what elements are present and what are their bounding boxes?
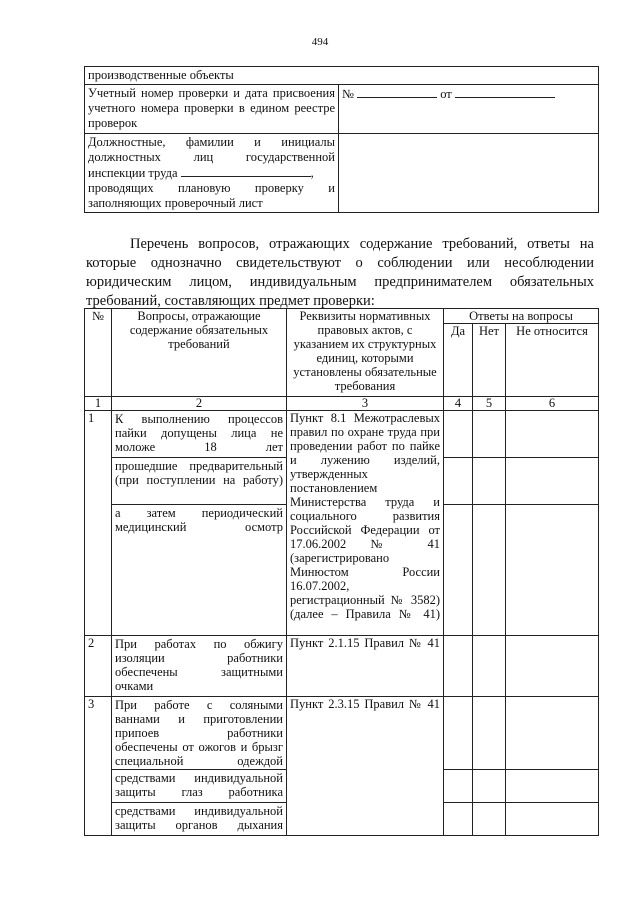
inspectors-label	[85, 134, 339, 213]
requisite-text: Пункт 2.3.15 Правил № 41	[287, 697, 444, 836]
header-na: Не относится	[506, 324, 599, 397]
table-row	[85, 636, 599, 697]
column-number: 6	[506, 397, 599, 411]
question-text: При работах по обжигу изоляции работники обеспечены защитными очками	[112, 636, 287, 697]
registration-number-label: Учетный номер проверки и дата присвоения учетного номера проверки в едином реестре проверок	[85, 85, 339, 134]
row-number: 3	[85, 697, 112, 836]
answer-na-cell[interactable]	[506, 697, 599, 770]
answer-no-cell[interactable]	[473, 803, 506, 836]
answer-no-cell[interactable]	[473, 697, 506, 770]
answer-yes-cell[interactable]	[444, 505, 473, 636]
requisite-text: Пункт 2.1.15 Правил № 41	[287, 636, 444, 697]
answer-yes-cell[interactable]	[444, 458, 473, 505]
date-from-label: от	[440, 87, 452, 101]
question-text: средствами индивидуальной защиты органов дыхания	[112, 803, 287, 836]
answer-na-cell[interactable]	[506, 636, 599, 697]
production-objects-cell: производственные объекты	[85, 67, 599, 85]
column-number: 1	[85, 397, 112, 411]
inspectors-line: проводящих плановую проверку и	[88, 181, 335, 195]
table-row	[85, 85, 599, 134]
answer-na-cell[interactable]	[506, 505, 599, 636]
answer-yes-cell[interactable]	[444, 636, 473, 697]
answer-yes-cell[interactable]	[444, 697, 473, 770]
answer-no-cell[interactable]	[473, 770, 506, 803]
answer-na-cell[interactable]	[506, 770, 599, 803]
inspection-info-table	[84, 66, 599, 213]
inspectors-line: Должностные, фамилии и инициалы	[88, 135, 335, 149]
answer-na-cell[interactable]	[506, 803, 599, 836]
question-text: средствами индивидуальной защиты глаз работника	[112, 770, 287, 803]
column-number: 4	[444, 397, 473, 411]
header-requisites: Реквизиты нормативных правовых актов, с указанием их структурных единиц, которыми установлены обязательные требования	[287, 309, 444, 397]
answer-no-cell[interactable]	[473, 505, 506, 636]
column-number: 5	[473, 397, 506, 411]
requisite-text: Пункт 8.1 Межотраслевых правил по охране труда при проведении работ по пайке и лужению изделий, утвержденных постановлением Министерства труда и социального развития Российской Федерации от 17.06.2002 № 41 (зарегистрировано Минюстом России 16.07.2002, регистрационный № 3582) (далее – Правила № 41)	[287, 411, 444, 636]
answer-na-cell[interactable]	[506, 458, 599, 505]
table-row	[85, 411, 599, 458]
inspectors-line: должностных лиц государственной	[88, 150, 335, 164]
inspectors-field[interactable]	[339, 134, 599, 213]
inspectors-line: заполняющих проверочный лист	[88, 196, 263, 210]
question-text: При работе с соляными ваннами и приготовлении припоев работники обеспечены от ожогов и брызг специальной одеждой	[112, 697, 287, 770]
header-num: №	[85, 309, 112, 397]
date-blank[interactable]	[455, 86, 555, 98]
number-blank[interactable]	[357, 86, 437, 98]
inspectors-line: инспекции труда ,	[88, 166, 314, 180]
question-text: прошедшие предварительный (при поступлении на работу)	[112, 458, 287, 505]
column-number: 2	[112, 397, 287, 411]
answer-yes-cell[interactable]	[444, 411, 473, 458]
column-number: 3	[287, 397, 444, 411]
header-yes: Да	[444, 324, 473, 397]
header-no: Нет	[473, 324, 506, 397]
answer-no-cell[interactable]	[473, 411, 506, 458]
table-row	[85, 697, 599, 770]
number-sign: №	[342, 87, 354, 101]
questions-intro: Перечень вопросов, отражающих содержание требований, ответы на которые однозначно свидетельствуют о соблюдении или несоблюдении юридическим лицом, индивидуальным предпринимателем обязательных требований, составляющих предмет проверки:	[86, 235, 594, 309]
answer-yes-cell[interactable]	[444, 770, 473, 803]
questions-table	[84, 308, 599, 836]
answer-yes-cell[interactable]	[444, 803, 473, 836]
row-number: 1	[85, 411, 112, 636]
column-number-row	[85, 397, 599, 411]
table-row	[85, 134, 599, 213]
question-text: а затем периодический медицинский осмотр	[112, 505, 287, 636]
row-number: 2	[85, 636, 112, 697]
answer-no-cell[interactable]	[473, 458, 506, 505]
answer-na-cell[interactable]	[506, 411, 599, 458]
header-answers: Ответы на вопросы	[444, 309, 599, 324]
table-header-row	[85, 309, 599, 324]
inspection-blank[interactable]	[181, 165, 311, 177]
answer-no-cell[interactable]	[473, 636, 506, 697]
registration-number-field[interactable]	[339, 85, 599, 134]
question-text: К выполнению процессов пайки допущены лица не моложе 18 лет	[112, 411, 287, 458]
page-number: 494	[311, 36, 329, 48]
header-questions: Вопросы, отражающие содержание обязательных требований	[112, 309, 287, 397]
table-row	[85, 67, 599, 85]
